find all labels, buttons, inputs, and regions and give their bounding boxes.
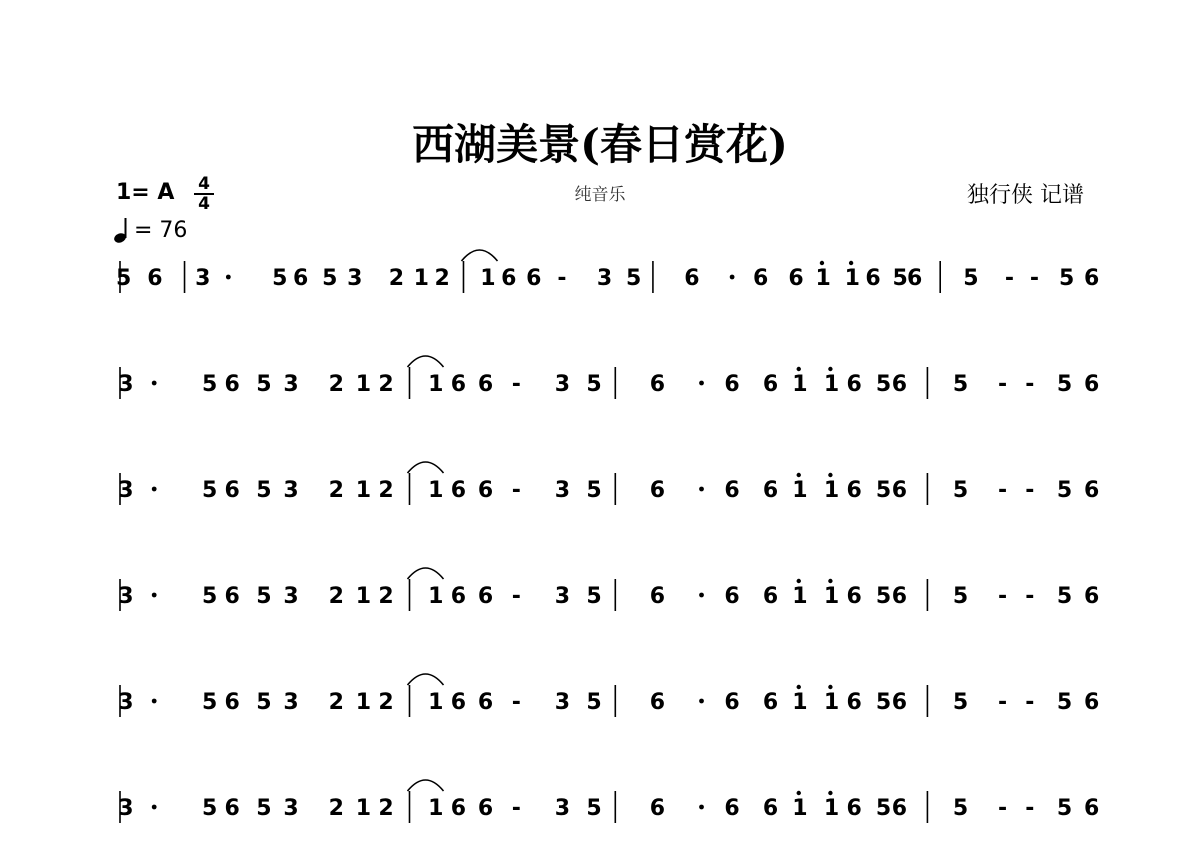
augmentation-dot xyxy=(699,699,704,704)
note-digit: 5 xyxy=(586,372,602,397)
note-digit: 5 xyxy=(952,584,969,609)
note-digit: 6 xyxy=(477,478,494,503)
note-digit: 1 xyxy=(355,796,372,821)
note-digit: 5 xyxy=(875,690,892,715)
high-octave-dot xyxy=(820,261,824,265)
note-digit: 5 xyxy=(322,266,338,291)
note-digit: 6 xyxy=(891,372,908,397)
note-digit: 6 xyxy=(846,796,862,821)
dash-extension: - xyxy=(1025,584,1035,609)
slur xyxy=(407,356,443,367)
note-digit: 1 xyxy=(428,372,444,397)
score-subtitle: 纯音乐 xyxy=(574,185,626,205)
note-digit: 1 xyxy=(823,796,840,821)
note-digit: 5 xyxy=(586,796,602,821)
note-digit: 5 xyxy=(256,690,272,715)
dash-extension: - xyxy=(1004,266,1015,291)
note-digit: 6 xyxy=(724,584,740,609)
high-octave-dot xyxy=(828,579,832,583)
tempo-value: = 76 xyxy=(134,217,188,243)
note-digit: 5 xyxy=(256,478,272,503)
note-digit: 3 xyxy=(118,478,134,503)
composer-credit: 独行侠 记谱 xyxy=(967,183,1084,208)
score-title: 西湖美景(春日赏花) xyxy=(412,120,788,169)
note-digit: 6 xyxy=(450,796,467,821)
note-digit: 5 xyxy=(116,266,132,291)
note-digit: 6 xyxy=(501,266,517,291)
note-digit: 1 xyxy=(428,584,444,609)
note-digit: 5 xyxy=(952,372,969,397)
note-digit: 3 xyxy=(118,584,134,609)
dash-extension: - xyxy=(1025,796,1035,821)
augmentation-dot xyxy=(699,487,704,492)
note-digit: 5 xyxy=(256,584,272,609)
note-digit: 6 xyxy=(477,584,494,609)
note-digit: 6 xyxy=(649,690,666,715)
augmentation-dot xyxy=(152,381,157,386)
note-digit: 6 xyxy=(724,372,740,397)
note-digit: 3 xyxy=(554,796,571,821)
note-digit: 1 xyxy=(844,266,860,291)
note-digit: 3 xyxy=(195,266,211,291)
note-digit: 5 xyxy=(875,478,892,503)
note-digit: 5 xyxy=(875,584,892,609)
note-digit: 6 xyxy=(846,690,862,715)
note-digit: 6 xyxy=(1084,478,1100,503)
note-digit: 6 xyxy=(846,478,862,503)
note-digit: 5 xyxy=(201,796,218,821)
slur xyxy=(407,674,443,685)
note-digit: 6 xyxy=(846,584,862,609)
dash-extension: - xyxy=(998,372,1008,397)
dash-extension: - xyxy=(1025,478,1035,503)
high-octave-dot xyxy=(828,473,832,477)
slur xyxy=(407,462,443,473)
dash-extension: - xyxy=(511,478,521,503)
note-digit: 6 xyxy=(684,266,700,291)
high-octave-dot xyxy=(797,367,801,371)
notation-row xyxy=(118,568,1099,611)
note-digit: 6 xyxy=(477,372,494,397)
note-digit: 3 xyxy=(554,690,571,715)
note-digit: 2 xyxy=(434,266,450,291)
note-digit: 5 xyxy=(626,266,642,291)
note-digit: 5 xyxy=(201,584,218,609)
slur xyxy=(407,780,443,791)
note-digit: 6 xyxy=(292,266,309,291)
note-digit: 6 xyxy=(1084,372,1100,397)
note-digit: 6 xyxy=(762,372,779,397)
augmentation-dot xyxy=(699,593,704,598)
augmentation-dot xyxy=(226,275,231,280)
note-digit: 1 xyxy=(823,690,840,715)
note-digit: 5 xyxy=(256,796,272,821)
dash-extension: - xyxy=(511,372,521,397)
note-digit: 5 xyxy=(952,796,969,821)
note-digit: 2 xyxy=(328,372,344,397)
note-digit: 2 xyxy=(328,690,344,715)
note-digit: 2 xyxy=(378,478,394,503)
note-digit: 5 xyxy=(875,372,892,397)
notation-row xyxy=(118,462,1099,505)
note-digit: 6 xyxy=(891,690,908,715)
note-digit: 6 xyxy=(762,690,779,715)
note-digit: 6 xyxy=(891,796,908,821)
note-digit: 6 xyxy=(865,266,881,291)
dash-extension: - xyxy=(511,690,521,715)
note-digit: 3 xyxy=(283,796,299,821)
note-digit: 1 xyxy=(355,690,372,715)
augmentation-dot xyxy=(152,487,157,492)
note-digit: 3 xyxy=(118,796,134,821)
high-octave-dot xyxy=(797,685,801,689)
note-digit: 2 xyxy=(378,796,394,821)
note-digit: 6 xyxy=(450,372,467,397)
time-denominator: 4 xyxy=(198,194,210,214)
note-digit: 6 xyxy=(762,478,779,503)
note-digit: 1 xyxy=(823,584,840,609)
note-digit: 1 xyxy=(815,266,831,291)
note-digit: 6 xyxy=(788,266,804,291)
note-digit: 6 xyxy=(762,796,779,821)
note-digit: 1 xyxy=(428,796,444,821)
note-digit: 5 xyxy=(1056,478,1073,503)
note-digit: 3 xyxy=(283,584,299,609)
dash-extension: - xyxy=(511,796,521,821)
note-digit: 3 xyxy=(283,372,299,397)
augmentation-dot xyxy=(699,381,704,386)
augmentation-dot xyxy=(152,699,157,704)
note-digit: 3 xyxy=(118,690,134,715)
note-digit: 3 xyxy=(554,478,571,503)
note-digit: 5 xyxy=(963,266,979,291)
note-digit: 1 xyxy=(792,796,808,821)
slur xyxy=(461,250,497,261)
note-digit: 6 xyxy=(891,478,908,503)
notation-row xyxy=(118,356,1099,399)
notation-row xyxy=(116,250,1099,293)
note-digit: 6 xyxy=(477,690,494,715)
note-digit: 6 xyxy=(224,690,240,715)
note-digit: 6 xyxy=(1084,796,1100,821)
note-digit: 6 xyxy=(450,478,467,503)
time-numerator: 4 xyxy=(198,174,210,194)
note-digit: 3 xyxy=(554,372,571,397)
note-digit: 5 xyxy=(201,372,218,397)
note-digit: 6 xyxy=(224,584,240,609)
note-digit: 2 xyxy=(328,478,344,503)
note-digit: 6 xyxy=(1084,690,1100,715)
note-digit: 6 xyxy=(753,266,769,291)
note-digit: 5 xyxy=(586,584,602,609)
note-digit: 1 xyxy=(355,478,372,503)
note-digit: 6 xyxy=(649,372,666,397)
slur xyxy=(407,568,443,579)
high-octave-dot xyxy=(797,473,801,477)
note-digit: 6 xyxy=(1084,584,1100,609)
dash-extension: - xyxy=(1025,690,1035,715)
note-digit: 5 xyxy=(1056,690,1073,715)
notation-row xyxy=(118,780,1099,823)
augmentation-dot xyxy=(730,275,735,280)
note-digit: 6 xyxy=(224,372,240,397)
note-digit: 6 xyxy=(649,478,666,503)
high-octave-dot xyxy=(828,685,832,689)
augmentation-dot xyxy=(699,805,704,810)
note-digit: 6 xyxy=(224,796,240,821)
note-digit: 6 xyxy=(891,584,908,609)
note-digit: 2 xyxy=(378,690,394,715)
note-digit: 2 xyxy=(328,796,344,821)
high-octave-dot xyxy=(828,791,832,795)
notation-rows xyxy=(116,250,1099,823)
note-digit: 5 xyxy=(201,690,218,715)
note-digit: 1 xyxy=(428,478,444,503)
note-digit: 1 xyxy=(355,372,372,397)
note-digit: 1 xyxy=(792,690,808,715)
note-digit: 5 xyxy=(1056,372,1073,397)
note-digit: 6 xyxy=(450,690,467,715)
high-octave-dot xyxy=(828,367,832,371)
note-digit: 1 xyxy=(792,478,808,503)
note-digit: 1 xyxy=(480,266,496,291)
note-digit: 5 xyxy=(586,690,602,715)
note-digit: 1 xyxy=(428,690,444,715)
note-digit: 1 xyxy=(792,584,808,609)
note-digit: 3 xyxy=(347,266,363,291)
note-digit: 6 xyxy=(724,796,740,821)
augmentation-dot xyxy=(152,805,157,810)
note-digit: 1 xyxy=(823,372,840,397)
note-digit: 5 xyxy=(952,478,969,503)
dash-extension: - xyxy=(998,584,1008,609)
note-digit: 5 xyxy=(892,266,908,291)
note-digit: 6 xyxy=(147,266,163,291)
note-digit: 1 xyxy=(792,372,808,397)
note-digit: 5 xyxy=(201,478,218,503)
note-digit: 3 xyxy=(283,690,299,715)
note-digit: 6 xyxy=(477,796,494,821)
dash-extension: - xyxy=(998,478,1008,503)
dash-extension: - xyxy=(1029,266,1040,291)
note-digit: 5 xyxy=(952,690,969,715)
note-digit: 2 xyxy=(378,372,394,397)
note-digit: 6 xyxy=(224,478,240,503)
note-digit: 1 xyxy=(823,478,840,503)
note-digit: 5 xyxy=(1056,796,1073,821)
note-digit: 5 xyxy=(1059,266,1075,291)
note-digit: 3 xyxy=(596,266,613,291)
note-digit: 5 xyxy=(586,478,602,503)
note-digit: 6 xyxy=(1084,266,1100,291)
note-digit: 6 xyxy=(526,266,542,291)
note-digit: 6 xyxy=(649,796,666,821)
dash-extension: - xyxy=(998,796,1008,821)
note-digit: 6 xyxy=(450,584,467,609)
high-octave-dot xyxy=(797,791,801,795)
note-digit: 5 xyxy=(272,266,288,291)
note-digit: 1 xyxy=(413,266,429,291)
note-digit: 3 xyxy=(118,372,134,397)
note-digit: 2 xyxy=(388,266,405,291)
key-label: 1= A xyxy=(116,180,175,205)
note-digit: 2 xyxy=(378,584,394,609)
note-digit: 6 xyxy=(724,690,740,715)
augmentation-dot xyxy=(152,593,157,598)
note-digit: 2 xyxy=(328,584,344,609)
note-digit: 5 xyxy=(1056,584,1073,609)
note-digit: 1 xyxy=(355,584,372,609)
note-digit: 6 xyxy=(846,372,862,397)
dash-extension: - xyxy=(557,266,567,291)
note-digit: 5 xyxy=(256,372,272,397)
notation-row xyxy=(118,674,1099,717)
note-digit: 6 xyxy=(724,478,740,503)
dash-extension: - xyxy=(998,690,1008,715)
note-digit: 3 xyxy=(554,584,571,609)
note-digit: 5 xyxy=(875,796,892,821)
dash-extension: - xyxy=(511,584,521,609)
note-digit: 6 xyxy=(907,266,923,291)
note-digit: 6 xyxy=(649,584,666,609)
note-digit: 3 xyxy=(283,478,299,503)
note-digit: 6 xyxy=(762,584,779,609)
high-octave-dot xyxy=(797,579,801,583)
high-octave-dot xyxy=(849,261,853,265)
dash-extension: - xyxy=(1025,372,1035,397)
